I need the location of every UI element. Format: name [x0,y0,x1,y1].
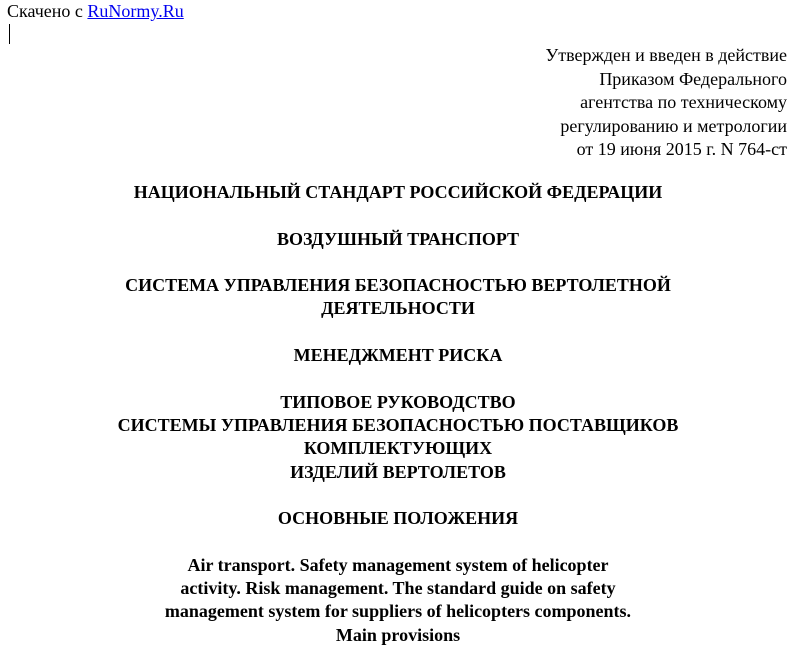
english-title-line: activity. Risk management. The standard guide on safety [180,578,616,599]
guide-heading [0,391,790,484]
english-title [0,554,790,647]
approval-line: от 19 июня 2015 г. N 764-ст [576,139,787,159]
approval-line: Утвержден и введен в действие [545,45,787,65]
approval-line: агентства по техническому [580,92,787,112]
approval-line: Приказом Федерального [599,68,787,89]
national-standard-heading [0,181,790,204]
heading-line: ВОЗДУШНЫЙ ТРАНСПОРТ [276,228,520,249]
text-cursor [9,24,10,44]
heading-line: НАЦИОНАЛЬНЫЙ СТАНДАРТ РОССИЙСКОЙ ФЕДЕРАЦИИ [133,182,663,202]
english-title-line: Main provisions [335,624,461,645]
heading-line: СИСТЕМА УПРАВЛЕНИЯ БЕЗОПАСНОСТЬЮ ВЕРТОЛЕТНОЙ [125,275,671,296]
heading-line: ОСНОВНЫЕ ПОЛОЖЕНИЯ [277,508,519,529]
download-source-line [7,0,184,22]
runormy-link[interactable]: RuNormy.Ru [87,1,184,21]
heading-line: ИЗДЕЛИЙ ВЕРТОЛЕТОВ [290,461,506,482]
air-transport-heading [0,228,790,251]
heading-line: ТИПОВОЕ РУКОВОДСТВО [280,391,516,412]
approval-block [545,44,787,162]
approval-line: регулированию и метрологии [560,115,787,136]
english-title-line: management system for suppliers of helicopters components. [164,601,632,622]
basic-provisions-heading [0,507,790,530]
document-titles [0,181,790,670]
heading-line: ДЕЯТЕЛЬНОСТИ [321,298,475,319]
system-heading [0,274,790,321]
risk-management-heading [0,344,790,367]
english-title-line: Air transport. Safety management system of helicopter [187,554,609,575]
heading-line: КОМПЛЕКТУЮЩИХ [303,438,493,459]
heading-line: СИСТЕМЫ УПРАВЛЕНИЯ БЕЗОПАСНОСТЬЮ ПОСТАВЩИКОВ [117,414,679,435]
heading-line: МЕНЕДЖМЕНТ РИСКА [293,345,503,366]
download-prefix: Скачено с [7,1,88,21]
